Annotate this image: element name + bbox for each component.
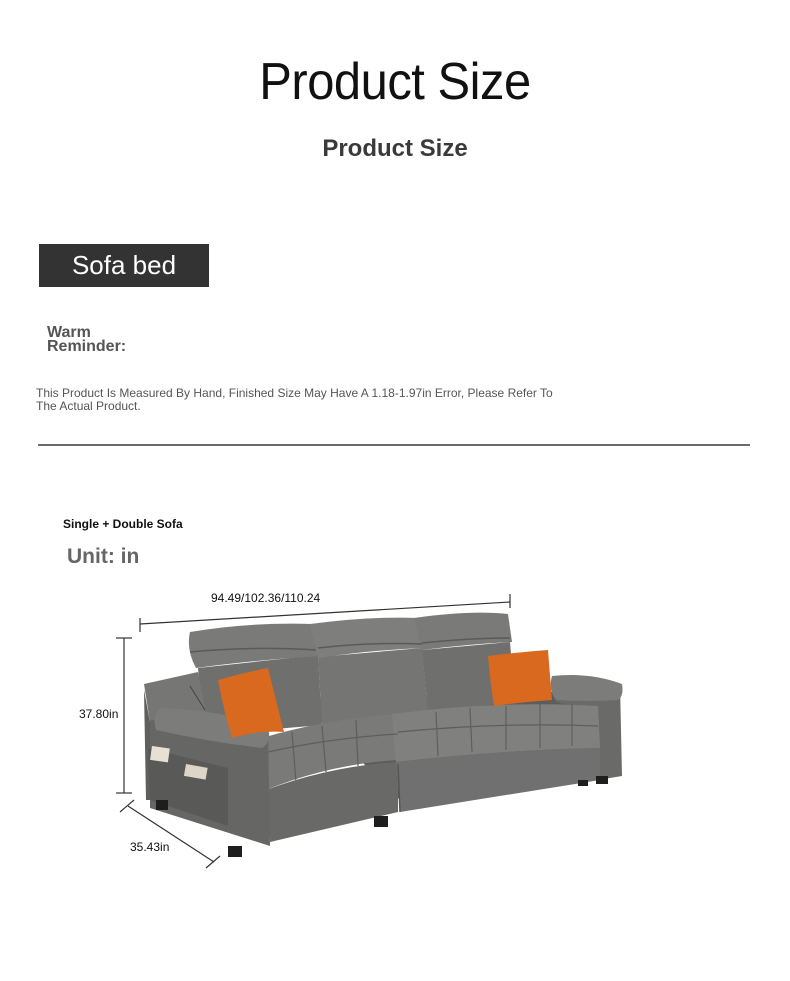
product-label: Sofa bed: [39, 244, 209, 287]
width-dimension: 94.49/102.36/110.24: [211, 591, 321, 605]
unit-label: Unit: in: [67, 545, 140, 568]
page-title: Product Size: [259, 53, 531, 111]
sofa-body: [144, 613, 623, 857]
warm-reminder: Warm Reminder:: [47, 324, 127, 355]
measurement-note: This Product Is Measured By Hand, Finished Size May Have A 1.18-1.97in Error, Please Refer To The Actual Product.: [36, 386, 553, 413]
depth-dimension: 35.43in: [130, 840, 170, 854]
section-subtitle: Product Size: [322, 135, 468, 162]
height-dimension: 37.80in: [79, 707, 119, 721]
height-dimension-line: [116, 638, 132, 793]
right-pillow: [488, 650, 552, 706]
sofa-type-label: Single + Double Sofa: [63, 517, 183, 531]
